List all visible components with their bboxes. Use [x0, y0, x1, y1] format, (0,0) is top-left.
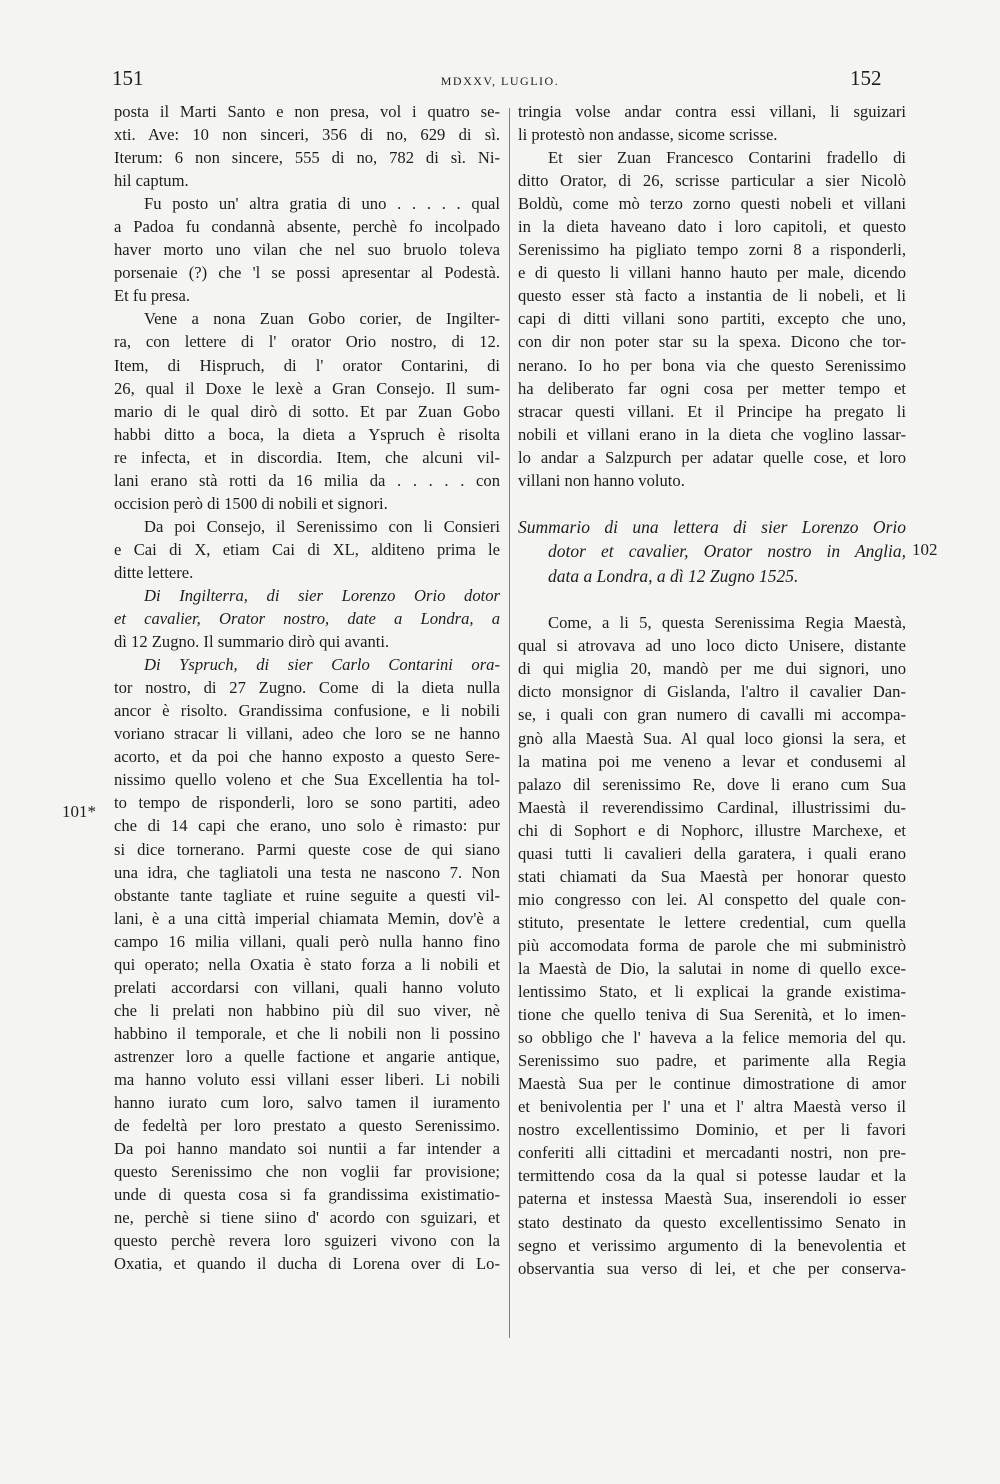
text-line: lentissimo Stato, et li explicai la grande existima- [518, 982, 906, 1002]
text-line: obstante tante tagliate et ruine seguite a questi vil- [114, 885, 500, 905]
text-line: una idra, che tagliatoli una testa ne nascono 7. Non [114, 862, 500, 882]
text-line: voriano stracar li villani, adeo che loro se ne hanno [114, 724, 500, 744]
text-line: lani erano stà rotti da 16 milia da . . . . . con [114, 470, 500, 490]
text-line: Oxatia, et quando il ducha di Lorena over di Lo- [114, 1254, 500, 1274]
text-line: 26, qual il Doxe le lexè a Gran Consejo. Il sum- [114, 378, 500, 398]
text-line: in la dieta haveano dato i loro capitoli, et questo [518, 217, 906, 237]
text-line: nobili et villani erano in la dieta che voglino lassar- [518, 424, 906, 444]
left-column [114, 100, 500, 1275]
running-title: MDXXV, LUGLIO. [440, 74, 560, 88]
text-line: quasi tutti li cavalieri della garatera, i quali erano [518, 843, 906, 863]
paragraph [518, 611, 906, 1279]
text-line: lo andar a Salzpurch per adatar quelle cose, et loro [518, 447, 906, 467]
text-line: Fu posto un' altra gratia di uno . . . . . qual [144, 194, 500, 214]
text-line: ancor è risolto. Grandissima confusione, e li nobili [114, 701, 500, 721]
text-line: qui operato; nella Oxatia è stato forza a li nobili et [114, 954, 500, 974]
paragraph [114, 307, 500, 514]
text-line: stracar questi villani. Et il Principe ha pregato li [518, 401, 906, 421]
text-line: Item, di Hispruch, di l' orator Contarini, di [114, 355, 500, 375]
text-line: campo 16 milia villani, quali però nulla hanno fino [114, 931, 500, 951]
text-line: li protestò non andasse, sicome scrisse. [518, 125, 778, 145]
text-line: lani, è a una città imperial chiamata Memin, dov'è a [114, 908, 500, 928]
text-line: Maestà il reverendissimo Cardinal, illustrissimi du- [518, 797, 906, 817]
text-line: nissimo quello voleno et che Sua Excellentia ha tol- [114, 770, 500, 790]
text-line: termittendo cosa da la qual si potesse laudar et la [518, 1166, 906, 1186]
text-line: ditto Orator, di 26, scrisse particular a sier Nicolò [518, 171, 906, 191]
text-line: tor nostro, di 27 Zugno. Come di la dieta nulla [114, 678, 500, 698]
text-line: Iterum: 6 non sincere, 555 di no, 782 di sì. Ni- [114, 148, 500, 168]
text-line: capi di ditti villani sono partiti, excepto che uno, [518, 309, 906, 329]
heading-line: dotor et cavalier, Orator nostro in Anglia, [548, 541, 906, 562]
text-line: unde di questa cosa si fa grandissima existimatio- [114, 1185, 500, 1205]
column-divider [509, 108, 510, 1338]
page-number-left: 151 [112, 66, 144, 90]
text-line: nerano. Io ho per bona via che questo Serenissimo [518, 355, 906, 375]
paragraph [114, 584, 500, 653]
text-line: et benivolentia per l' una et l' altra Maestà verso il [518, 1097, 906, 1117]
margin-number-right: 102 [912, 540, 938, 559]
text-line: più accomodata forma de parole che mi subministrò [518, 935, 906, 955]
text-line: gnò alla Maestà Sua. Al qual loco gionsi la sera, et [518, 728, 906, 748]
text-line: stituto, presentate le lettere credential, cum quella [518, 912, 906, 932]
text-line: Serenissimo ha pigliato tempo zorni 8 a risponderli, [518, 240, 906, 260]
text-line: Maestà Sua per le continue dimostratione di amor [518, 1074, 906, 1094]
text-line: nostro excellentissimo Dominio, et per li favori [518, 1120, 906, 1140]
text-line: questo perchè revera loro sguizeri vivono con la [114, 1231, 500, 1251]
text-line: habbi ditto a boca, la dieta a Yspruch è risolta [114, 424, 500, 444]
text-line: to tempo de risponderli, loro se sono partiti, adeo [114, 793, 500, 813]
text-line: acorto, et da poi che hanno exposto a questo Sere- [114, 747, 500, 767]
text-line: prelati accordarsi con villani, quali hanno voluto [114, 977, 500, 997]
text-line: questo esser stà facto a instantia de li nobeli, et li [518, 286, 906, 306]
text-line: questo Serenissimo che non voglii far provisione; [114, 1162, 500, 1182]
text-line: stato destinato da questo excellentissimo Senato in [518, 1212, 906, 1232]
text-line: habbino il temporale, et che li nobili non li possino [114, 1023, 500, 1043]
text-line: qual si atrovava ad uno loco dicto Unisere, distante [518, 636, 906, 656]
text-line: astrenzer loro a quelle factione et angarie antique, [114, 1046, 500, 1066]
section-gap [518, 492, 906, 515]
text-line: Boldù, come mò terzo zorno questi nobeli et villani [518, 194, 906, 214]
text-line: xti. Ave: 10 non sinceri, 356 di no, 629 di sì. [114, 125, 500, 145]
text-line: Et fu presa. [114, 286, 191, 306]
text-line: dì 12 Zugno. Il summario dirò qui avanti. [114, 632, 390, 652]
text-line: porsenaie (?) che 'l se possi apresentar al Podestà. [114, 263, 500, 283]
text-line: Da poi Consejo, il Serenissimo con li Consieri [144, 516, 500, 536]
text-line: si dice tornerano. Parmi queste cose de qui siano [114, 839, 500, 859]
right-column [518, 100, 906, 1280]
text-line: Vene a nona Zuan Gobo corier, de Ingilter- [144, 309, 500, 329]
text-line: et cavalier, Orator nostro, date a Londra, a [114, 609, 500, 629]
text-line: la Maestà de Dio, la salutai in nome di quello exce- [518, 959, 906, 978]
text-line: paterna et instessa Maestà Sua, inserendoli io esser [518, 1189, 906, 1209]
text-line: segno et verissimo argumento di la benevolentia et [518, 1235, 906, 1255]
text-line: ra, con lettere di l' orator Orio nostro, di 12. [114, 332, 500, 352]
text-line: chi di Sophort e di Nophorc, illustre Marchexe, et [518, 820, 906, 840]
text-line: Et sier Zuan Francesco Contarini fradello di [548, 148, 906, 168]
paragraph [518, 146, 906, 492]
text-line: palazo dil serenissimo Re, dove li erano cum Sua [518, 774, 906, 794]
text-line: posta il Marti Santo e non presa, vol i quatro se- [114, 102, 500, 121]
text-line: Di Yspruch, di sier Carlo Contarini ora- [144, 655, 500, 675]
text-line: Da poi hanno mandato soi nuntii a far intender a [114, 1139, 500, 1159]
paragraph [114, 100, 500, 192]
text-line: Di Ingilterra, di sier Lorenzo Orio dotor [144, 585, 500, 605]
text-line: e di questo li villani hanno hauto per male, dicendo [518, 263, 906, 283]
text-line: mario di le qual dirò di sotto. Et par Zuan Gobo [114, 401, 500, 421]
text-line: di qui miglia 20, mandò per me dui signori, uno [518, 659, 906, 679]
text-line: mio congresso con lei. Al conspetto del quale con- [518, 889, 906, 909]
margin-number-left: 101* [62, 802, 96, 821]
section-heading [518, 515, 906, 589]
paragraph [114, 653, 500, 1275]
text-line: ha deliberato far ogni cosa per metter tempo et [518, 378, 906, 398]
text-line: Come, a li 5, questa Serenissima Regia Maestà, [548, 613, 906, 633]
text-line: la matina poi me veneno a levar et condusemi al [518, 751, 906, 771]
text-line: ma hanno voluto essi villani esser liberi. Li nobili [114, 1069, 500, 1089]
text-line: re infecta, et in discordia. Item, che alcuni vil- [114, 447, 500, 467]
text-line: so obbligo che l' haveva a la felice memoria del qu. [518, 1028, 906, 1048]
text-line: che li prelati non habbino più dil suo viver, nè [114, 1000, 500, 1020]
text-line: tione che quello teniva di Sua Serenità, et lo imen- [518, 1005, 906, 1025]
text-line: hanno iurato cum loro, salvo tamen il iuramento [114, 1093, 500, 1113]
text-line: observantia sua verso di lei, et che per conserva- [518, 1258, 906, 1278]
text-line: se, i quali con gran numero di cavalli mi accompa- [518, 705, 906, 725]
text-line: Serenissimo suo padre, et parimente alla Regia [518, 1051, 906, 1071]
paragraph [114, 192, 500, 307]
heading-line: Summario di una lettera di sier Lorenzo Orio [518, 516, 906, 537]
text-line: occision però di 1500 di nobili et signori. [114, 493, 388, 513]
text-line: villani non hanno voluto. [518, 470, 685, 490]
paragraph [518, 100, 906, 146]
text-line: con dir non poter star su la spexa. Dicono che tor- [518, 332, 906, 352]
paragraph [114, 515, 500, 584]
text-line: ne, perchè si tiene siino d' acordo con sguizari, et [114, 1208, 500, 1228]
text-line: conferiti alli cittadini et mercadanti nostri, non pre- [518, 1143, 906, 1163]
heading-line: data a Londra, a dì 12 Zugno 1525. [548, 565, 799, 586]
text-line: ditte lettere. [114, 562, 194, 582]
text-line: e Cai di X, etiam Cai di XL, alditeno prima le [114, 539, 500, 559]
text-line: che di 14 capi che erano, uno solo è rimasto: pur [114, 816, 500, 836]
running-head [0, 66, 1000, 96]
text-line: dicto monsignor di Gislanda, l'altro il cavalier Dan- [518, 682, 906, 702]
text-line: hil captum. [114, 171, 189, 191]
text-line: stati chiamati da Sua Maestà per honorar questo [518, 866, 906, 886]
text-line: de fedeltà per loro prestato a questo Serenissimo. [114, 1116, 500, 1136]
text-line: a Padoa fu condannà absente, perchè fo incolpado [114, 217, 500, 237]
text-line: haver morto uno vilan che nel suo bruolo toleva [114, 240, 500, 260]
page-number-right: 152 [850, 66, 882, 90]
text-line: tringia volse andar contra essi villani, li sguizari [518, 102, 906, 121]
section-gap [518, 588, 906, 611]
